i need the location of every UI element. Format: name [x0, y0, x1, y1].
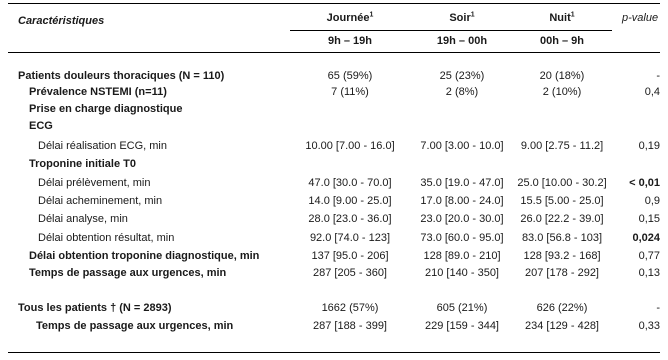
row-label: Patients douleurs thoraciques (N = 110) [18, 70, 225, 82]
cell-journee: 14.0 [9.00 - 25.0] [308, 195, 392, 207]
cell-journee: 7 (11%) [331, 86, 369, 98]
cell-nuit: 20 (18%) [539, 70, 585, 82]
column-time-journee: 9h – 19h [327, 35, 373, 47]
column-label: Nuit [549, 12, 571, 24]
cell-nuit: 15.5 [5.00 - 25.0] [520, 195, 604, 207]
table-row [0, 177, 668, 197]
cell-journee: 65 (59%) [327, 70, 373, 82]
cell-soir: 17.0 [8.00 - 24.0] [420, 195, 504, 207]
table-row [0, 320, 668, 340]
table-row [0, 195, 668, 215]
cell-pvalue: - [656, 70, 660, 82]
cell-soir: 35.0 [19.0 - 47.0] [420, 177, 504, 189]
cell-nuit: 9.00 [2.75 - 11.2] [520, 140, 604, 152]
cell-soir: 23.0 [20.0 - 30.0] [420, 213, 504, 225]
table-row [0, 232, 668, 252]
column-sup: 1 [570, 11, 575, 19]
table-row [0, 213, 668, 233]
cell-journee: 1662 (57%) [321, 302, 379, 314]
row-label: Prévalence NSTEMI (n=11) [29, 86, 167, 98]
column-sup: 1 [369, 11, 374, 19]
row-label: Délai prélèvement, min [38, 177, 151, 189]
cell-pvalue: 0,4 [644, 86, 660, 98]
table-row [0, 140, 668, 160]
row-label: Temps de passage aux urgences, min [29, 267, 227, 279]
cell-nuit: 25.0 [10.00 - 30.2] [517, 177, 607, 189]
row-label: Troponine initiale T0 [29, 158, 136, 170]
cell-nuit: 26.0 [22.2 - 39.0] [520, 213, 604, 225]
cell-journee: 10.00 [7.00 - 16.0] [305, 140, 395, 152]
table-row [0, 120, 668, 140]
row-label: Délai acheminement, min [38, 195, 163, 207]
cell-soir: 128 [89.0 - 210] [423, 250, 501, 262]
row-label: Délai obtention troponine diagnostique, min [29, 250, 260, 262]
header-mid-rule [290, 30, 612, 31]
column-header-nuit [502, 12, 622, 24]
cell-nuit: 626 (22%) [536, 302, 588, 314]
table-row [0, 302, 668, 322]
column-header-journee [290, 12, 410, 24]
cell-soir: 605 (21%) [436, 302, 488, 314]
row-label: Prise en charge diagnostique [29, 103, 183, 115]
cell-soir: 2 (8%) [445, 86, 479, 98]
cell-journee: 47.0 [30.0 - 70.0] [308, 177, 392, 189]
row-label: Temps de passage aux urgences, min [36, 320, 234, 332]
row-label: Délai obtention résultat, min [38, 232, 175, 244]
cell-pvalue: 0,024 [632, 232, 660, 244]
column-time-soir: 19h – 00h [436, 35, 488, 47]
row-label: Délai réalisation ECG, min [38, 140, 167, 152]
cell-soir: 229 [159 - 344] [424, 320, 499, 332]
cell-pvalue: 0,9 [644, 195, 660, 207]
column-time-nuit: 00h – 9h [539, 35, 585, 47]
cell-nuit: 83.0 [56.8 - 103] [521, 232, 603, 244]
row-label: Délai analyse, min [38, 213, 128, 225]
header-bottom-rule [8, 52, 660, 53]
row-label: ECG [29, 120, 53, 132]
cell-soir: 25 (23%) [439, 70, 485, 82]
cell-journee: 137 [95.0 - 206] [311, 250, 389, 262]
cell-journee: 287 [205 - 360] [312, 267, 387, 279]
cell-journee: 287 [188 - 399] [312, 320, 387, 332]
column-label: Journée [326, 12, 370, 24]
table-row [0, 267, 668, 287]
cell-pvalue: 0,15 [638, 213, 660, 225]
cell-pvalue: 0,13 [638, 267, 660, 279]
cell-pvalue: 0,33 [638, 320, 660, 332]
cell-soir: 73.0 [60.0 - 95.0] [420, 232, 504, 244]
cell-nuit: 207 [178 - 292] [524, 267, 599, 279]
column-label: Soir [449, 12, 471, 24]
cell-soir: 7.00 [3.00 - 10.0] [420, 140, 504, 152]
top-rule [8, 3, 660, 4]
bottom-rule [8, 352, 660, 353]
cell-soir: 210 [140 - 350] [424, 267, 499, 279]
cell-pvalue: < 0,01 [629, 177, 660, 189]
cell-nuit: 128 [93.2 - 168] [523, 250, 601, 262]
header-title: Caractéristiques [18, 15, 105, 27]
table-row [0, 158, 668, 178]
row-label: Tous les patients † (N = 2893) [18, 302, 172, 314]
cell-nuit: 2 (10%) [542, 86, 582, 98]
cell-pvalue: 0,19 [638, 140, 660, 152]
cell-nuit: 234 [129 - 428] [524, 320, 599, 332]
column-sup: 1 [470, 11, 475, 19]
cell-journee: 28.0 [23.0 - 36.0] [308, 213, 392, 225]
cell-pvalue: - [656, 302, 660, 314]
cell-journee: 92.0 [74.0 - 123] [309, 232, 391, 244]
cell-pvalue: 0,77 [638, 250, 660, 262]
header-pvalue: p-value [622, 12, 659, 24]
